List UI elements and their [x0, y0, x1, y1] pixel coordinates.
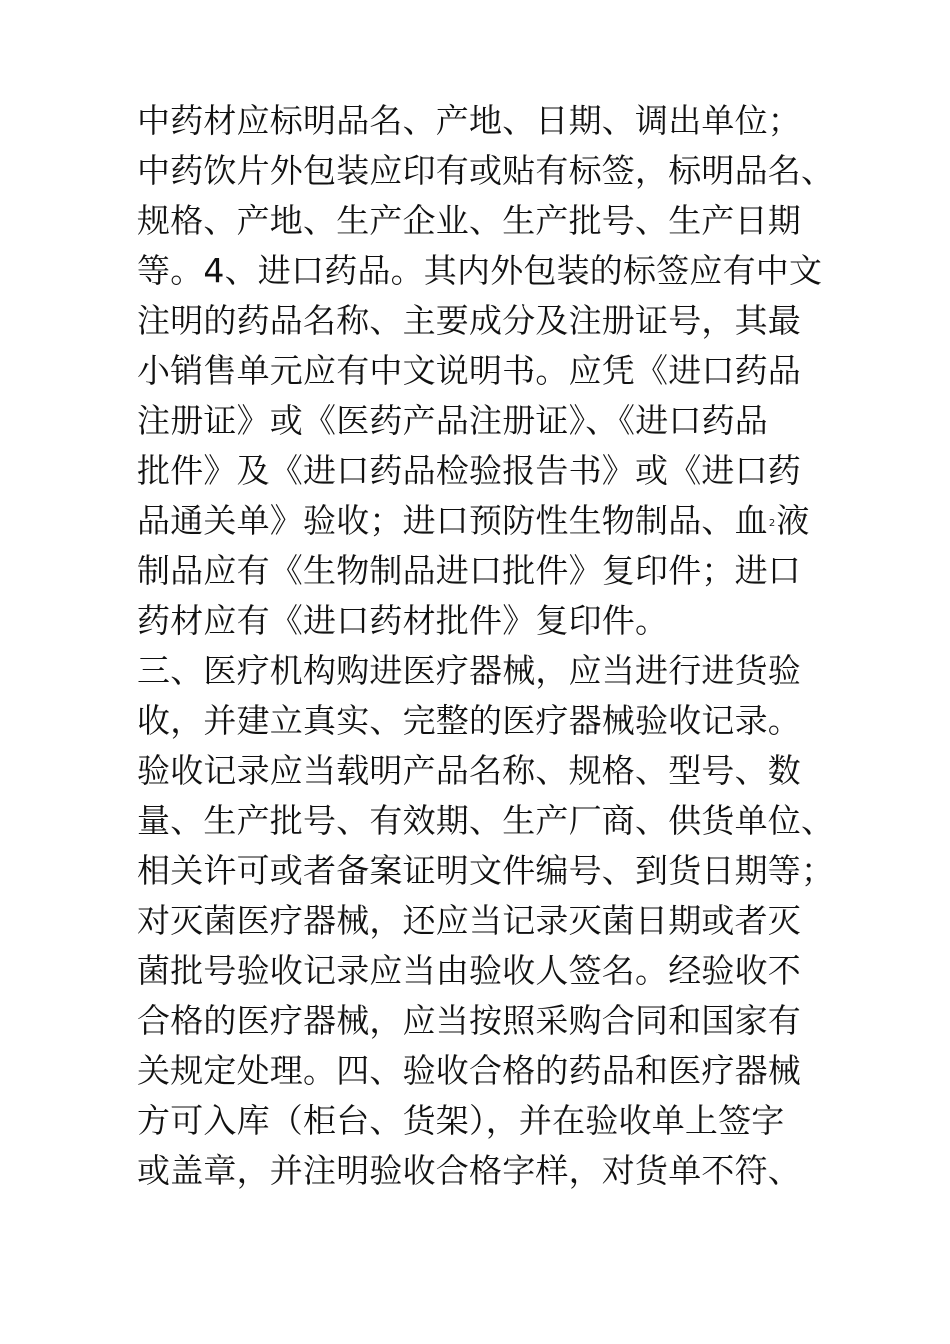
text-line: 合格的医疗器械，应当按照采购合同和国家有: [137, 1001, 801, 1040]
text-line: 注册证》或《医药产品注册证》、《进口药品: [137, 401, 768, 440]
text-line: 规格、产地、生产企业、生产批号、生产日期: [137, 201, 801, 240]
text-line: 批件》及《进口药品检验报告书》或《进口药: [137, 451, 801, 490]
text-line: 对灭菌医疗器械，还应当记录灭菌日期或者灭: [137, 901, 801, 940]
text-line: 中药材应标明品名、产地、日期、调出单位；: [137, 101, 801, 140]
text-line: 药材应有《进口药材批件》复印件。: [137, 601, 669, 640]
text-line: 菌批号验收记录应当由验收人签名。经验收不: [137, 951, 801, 990]
text-line: 验收记录应当载明产品名称、规格、型号、数: [137, 751, 801, 790]
text-line: 制品应有《生物制品进口批件》复印件；进口: [137, 551, 801, 590]
text-line: 三、医疗机构购进医疗器械，应当进行进货验: [137, 651, 801, 690]
text-line-tail: 液: [776, 501, 810, 540]
text-line: 收，并建立真实、完整的医疗器械验收记录。: [137, 701, 801, 740]
text-line: 或盖章，并注明验收合格字样，对货单不符、: [137, 1151, 801, 1190]
text-line: 量、生产批号、有效期、生产厂商、供货单位、: [137, 801, 835, 840]
text-line-main: 品通关单》验收；进口预防性生物制品、血: [137, 501, 768, 540]
footnote-marker: 2: [768, 518, 776, 529]
text-line: 小销售单元应有中文说明书。应凭《进口药品: [137, 351, 801, 390]
text-line: 关规定处理。四、验收合格的药品和医疗器械: [137, 1051, 801, 1090]
text-line: 相关许可或者备案证明文件编号、到货日期等；: [137, 851, 835, 890]
body-text: [137, 96, 857, 1196]
text-line: 注明的药品名称、主要成分及注册证号，其最: [137, 301, 801, 340]
text-line: [137, 496, 857, 546]
text-line: 等。4、进口药品。其内外包装的标签应有中文: [137, 251, 823, 290]
text-line: 中药饮片外包装应印有或贴有标签，标明品名、: [137, 151, 835, 190]
text-line: 方可入库（柜台、货架），并在验收单上签字: [137, 1101, 785, 1140]
